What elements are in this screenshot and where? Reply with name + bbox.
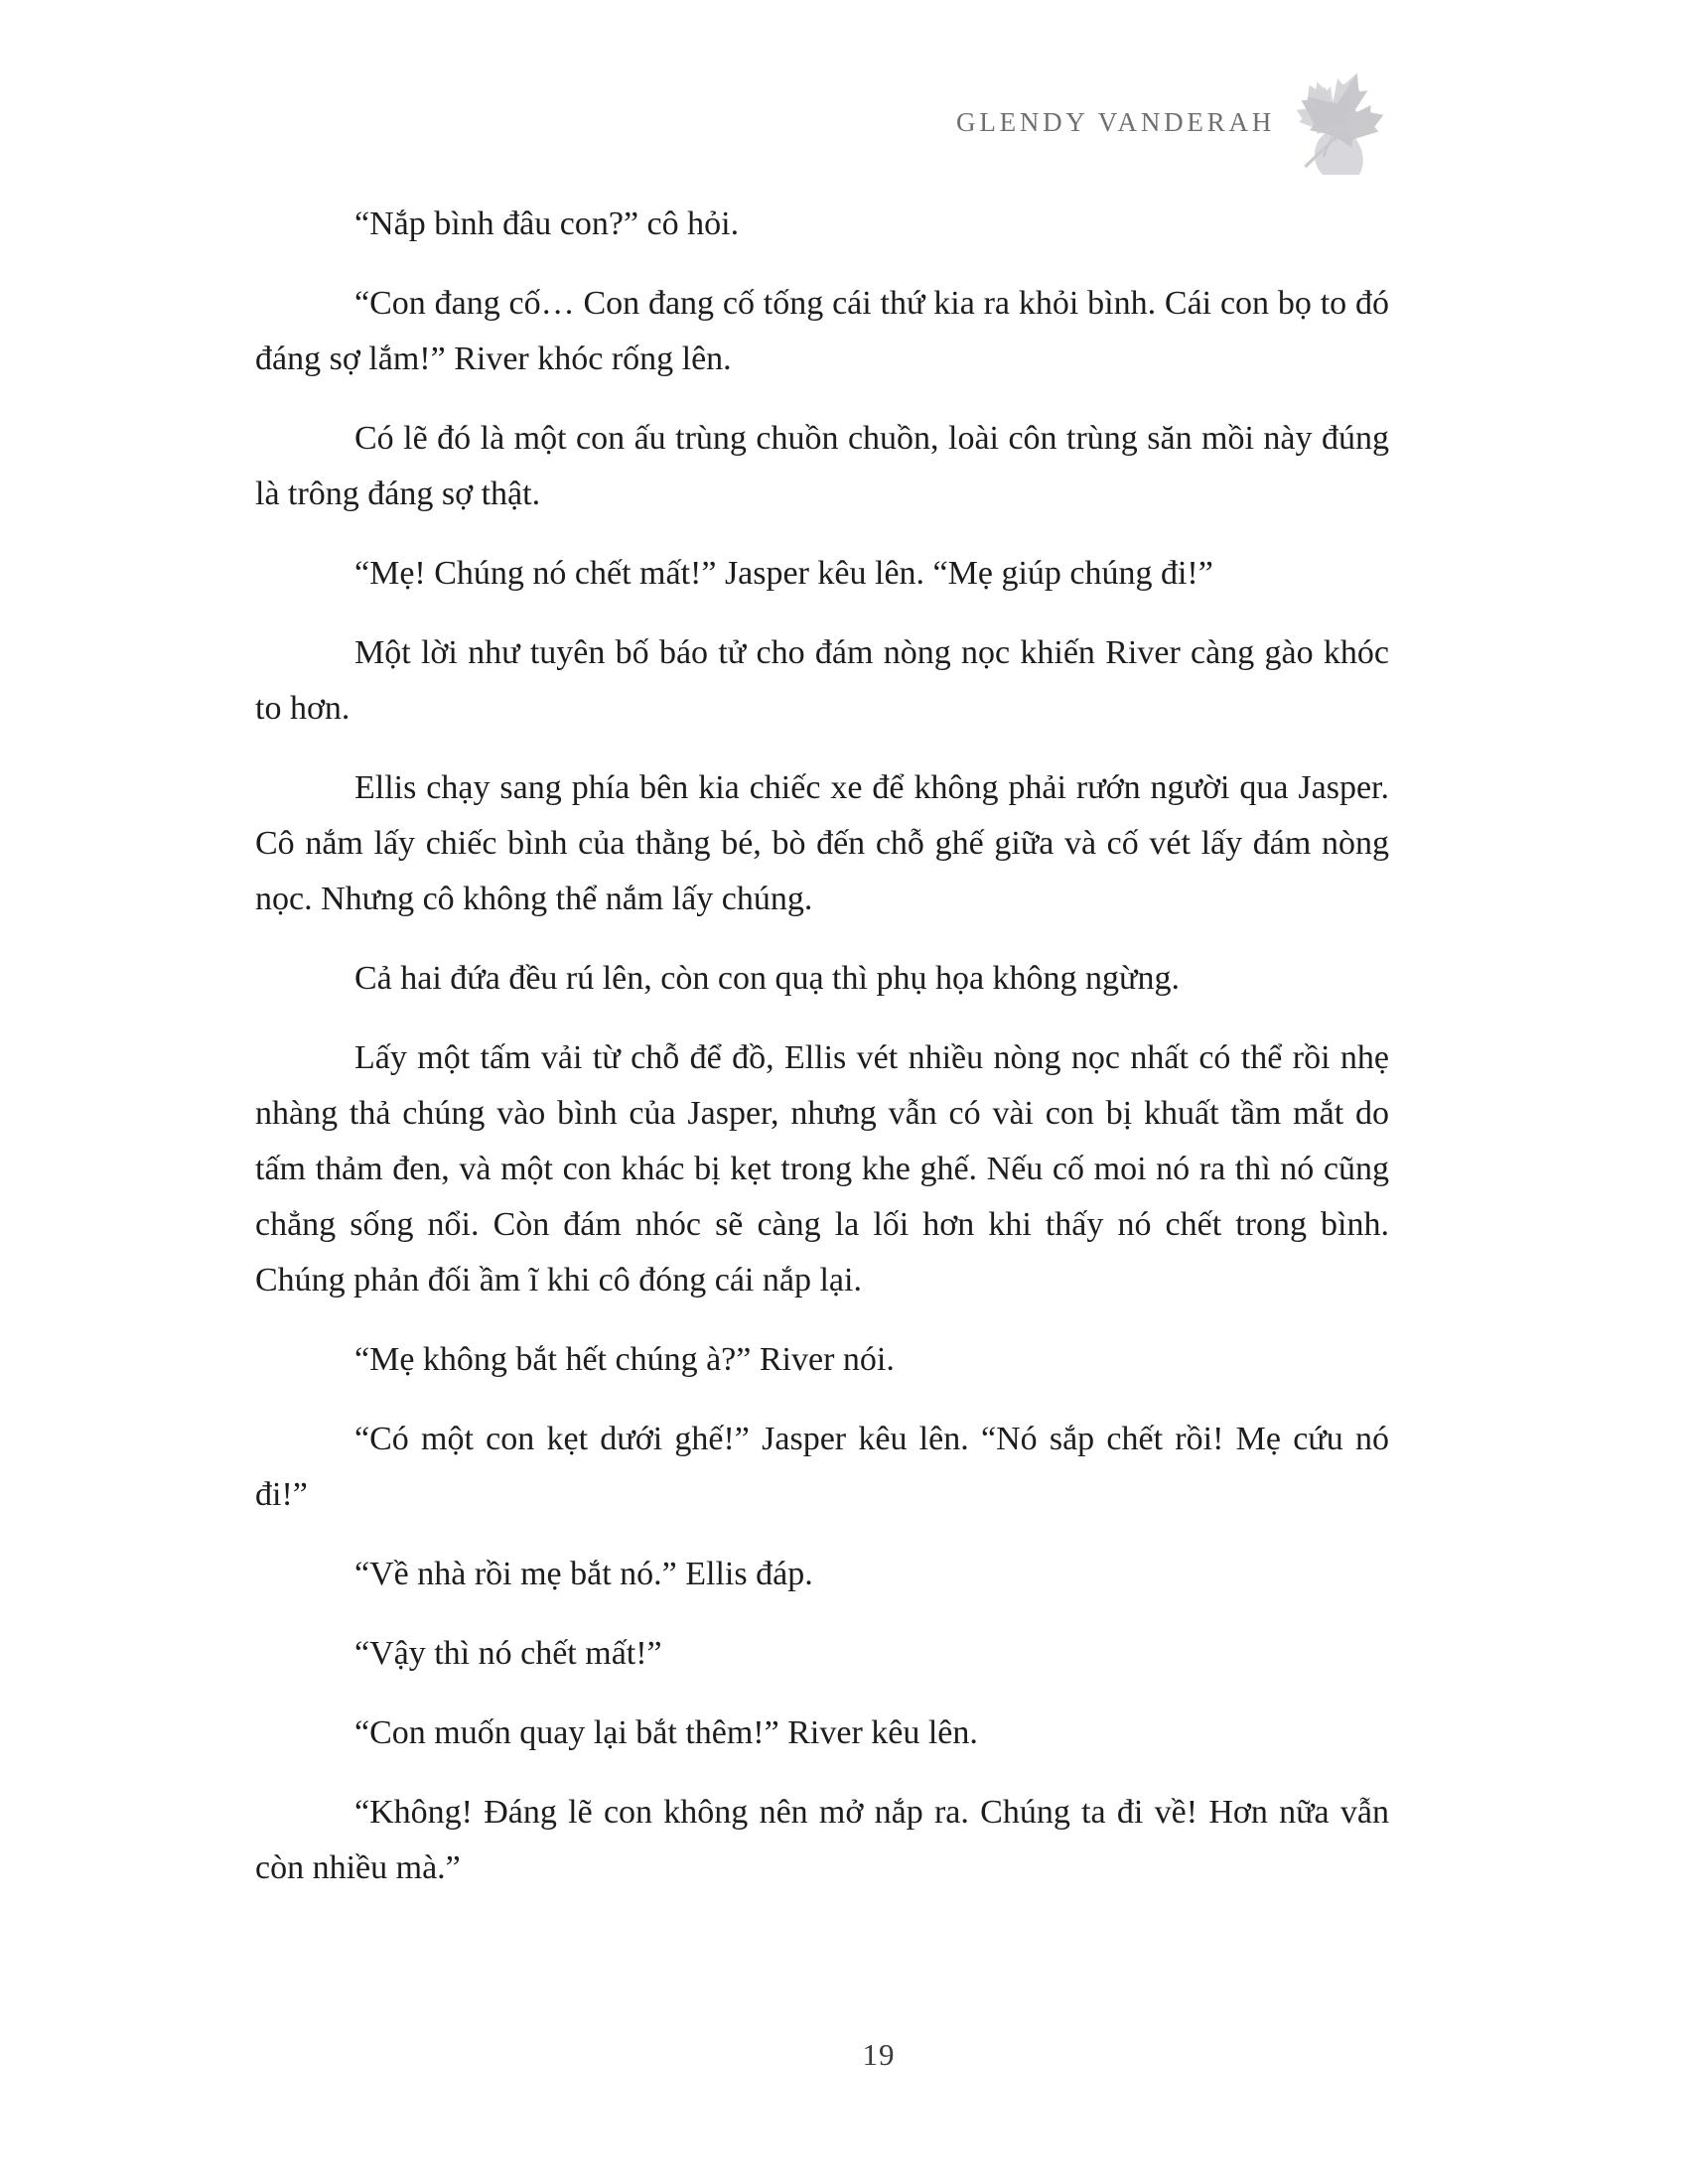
body-text <box>255 197 1389 1920</box>
paragraph: “Không! Đáng lẽ con không nên mở nắp ra. Chúng ta đi về! Hơn nữa vẫn còn nhiều mà.” <box>255 1794 1389 1886</box>
paragraph: Cả hai đứa đều rú lên, còn con quạ thì phụ họa không ngừng. <box>354 960 1180 997</box>
running-header <box>0 48 1402 177</box>
paragraph: Ellis chạy sang phía bên kia chiếc xe để không phải rướn người qua Jasper. Cô nắm lấy chiếc bình của thằng bé, bò đến chỗ ghế giữa và cố vét lấy đám nòng nọc. Nhưng cô không thể nắm lấy chúng. <box>255 769 1389 917</box>
paragraph: “Vậy thì nó chết mất!” <box>354 1635 662 1672</box>
author-name: GLENDY VANDERAH <box>956 106 1275 137</box>
paragraph: “Mẹ không bắt hết chúng à?” River nói. <box>354 1341 895 1378</box>
paragraph: “Nắp bình đâu con?” cô hỏi. <box>354 205 740 242</box>
paragraph: Lấy một tấm vải từ chỗ để đồ, Ellis vét nhiều nòng nọc nhất có thể rồi nhẹ nhàng thả chúng vào bình của Jasper, nhưng vẫn có vài con bị khuất tầm mắt do tấm thảm đen, và một con khác bị kẹt trong khe ghế. Nếu cố moi nó ra thì nó cũng chẳng sống nổi. Còn đám nhóc sẽ càng la lối hơn khi thấy nó chết trong bình. Chúng phản đối ầm ĩ khi cô đóng cái nắp lại. <box>255 1039 1389 1298</box>
paragraph: “Con đang cố… Con đang cố tống cái thứ kia ra khỏi bình. Cái con bọ to đó đáng sợ lắm!” River khóc rống lên. <box>255 285 1389 377</box>
paragraph: “Về nhà rồi mẹ bắt nó.” Ellis đáp. <box>354 1556 813 1592</box>
paragraph: “Có một con kẹt dưới ghế!” Jasper kêu lên. “Nó sắp chết rồi! Mẹ cứu nó đi!” <box>255 1421 1389 1513</box>
paragraph: “Con muốn quay lại bắt thêm!” River kêu lên. <box>354 1714 978 1751</box>
paragraph: “Mẹ! Chúng nó chết mất!” Jasper kêu lên. “Mẹ giúp chúng đi!” <box>354 555 1213 592</box>
paragraph: Một lời như tuyên bố báo tử cho đám nòng nọc khiến River càng gào khóc to hơn. <box>255 634 1389 727</box>
paragraph: Có lẽ đó là một con ấu trùng chuồn chuồn, loài côn trùng săn mồi này đúng là trông đáng sợ thật. <box>255 420 1389 512</box>
page-number: 19 <box>862 2037 896 2072</box>
leaf-cluster-icon <box>1281 50 1402 175</box>
